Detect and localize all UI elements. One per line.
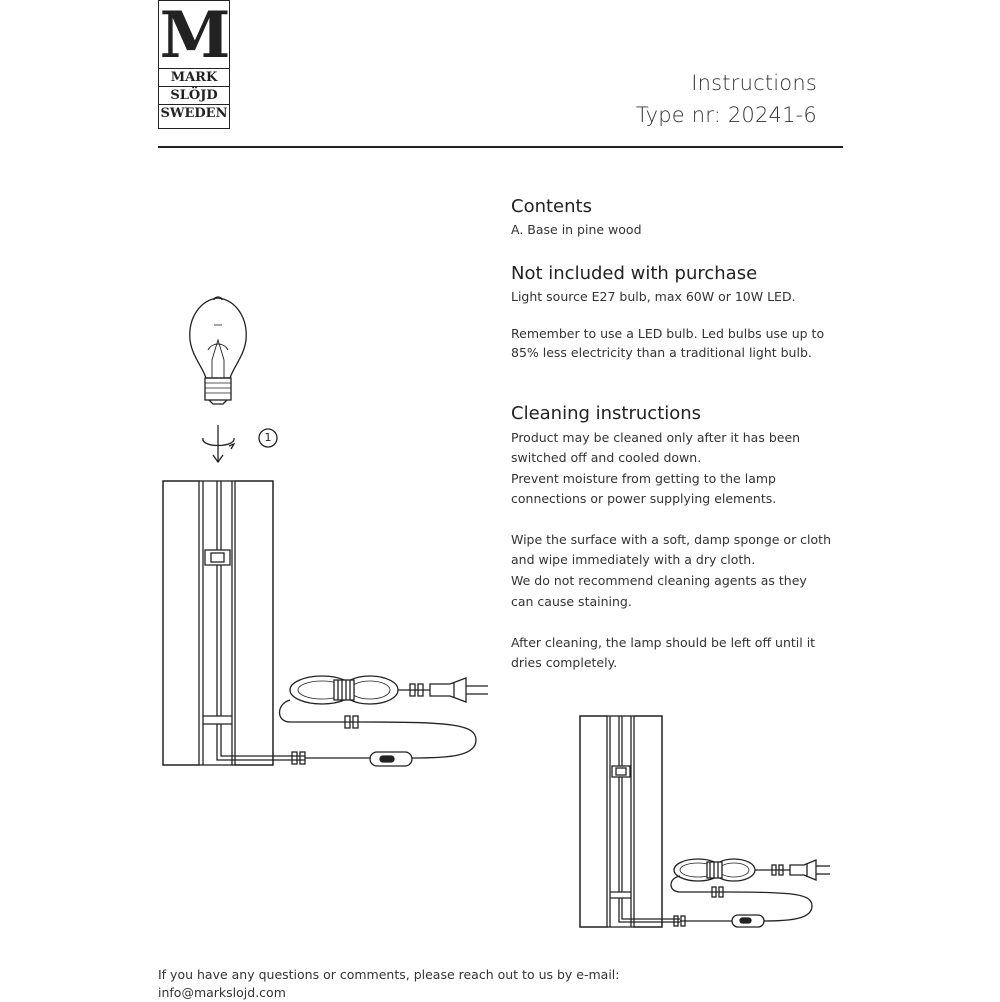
cleaning-line: and wipe immediately with a dry cloth. <box>511 552 756 567</box>
lamp-base-large <box>163 481 305 765</box>
cleaning-line: Wipe the surface with a soft, damp sponge or cloth <box>511 532 832 547</box>
footer-email-link[interactable]: info@markslojd.com <box>158 985 286 1000</box>
cleaning-line: can cause staining. <box>511 594 632 609</box>
cleaning-line: dries completely. <box>511 655 618 670</box>
power-cord-large <box>280 676 489 766</box>
rotate-arrow-icon <box>203 425 234 462</box>
cleaning-line: connections or power supplying elements. <box>511 491 777 506</box>
power-cord-small <box>671 859 830 927</box>
type-number: Type nr: 20241-6 <box>635 103 817 127</box>
cleaning-line: Prevent moisture from getting to the lamp <box>511 471 776 486</box>
logo-line-slojd: SLÖJD <box>159 86 229 104</box>
not-included-heading: Not included with purchase <box>511 263 758 284</box>
step-number: 1 <box>264 431 272 444</box>
cleaning-line: After cleaning, the lamp should be left off until it <box>511 635 816 650</box>
footer-contact-text: If you have any questions or comments, please reach out to us by e-mail: <box>158 967 620 982</box>
logo-letter: M <box>159 0 229 73</box>
logo-line-sweden: SWEDEN <box>160 106 228 121</box>
cleaning-line: switched off and cooled down. <box>511 450 702 465</box>
not-included-line-2: Remember to use a LED bulb. Led bulbs use up to <box>511 326 825 341</box>
contents-heading: Contents <box>511 196 592 217</box>
not-included-line-3: 85% less electricity than a traditional light bulb. <box>511 345 812 360</box>
lamp-base-small <box>580 716 680 927</box>
logo-line-mark: MARK <box>159 68 229 86</box>
page-title: Instructions <box>691 71 817 95</box>
light-bulb-icon <box>190 297 246 404</box>
cleaning-line: Product may be cleaned only after it has been <box>511 430 801 445</box>
cleaning-line: We do not recommend cleaning agents as they <box>511 573 807 588</box>
not-included-line-1: Light source E27 bulb, max 60W or 10W LED. <box>511 289 796 304</box>
contents-item-a: A. Base in pine wood <box>511 222 642 237</box>
cleaning-heading: Cleaning instructions <box>511 403 702 424</box>
